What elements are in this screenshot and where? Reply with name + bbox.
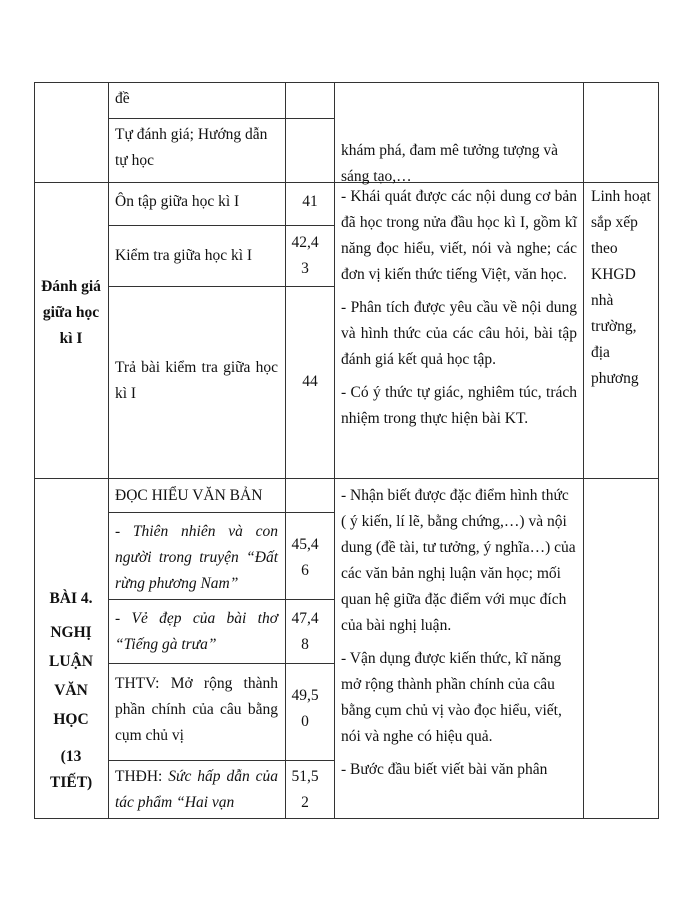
goal-paragraph: - Vận dụng được kiến thức, kĩ năng mở rộng thành phần chính của câu bằng cụm chủ vị vào đọc hiểu, viết, nói và nghe có hiệu quả. [341, 650, 562, 745]
rule [108, 760, 334, 761]
periods-cell [288, 189, 332, 215]
note-cell [591, 184, 655, 392]
rule [108, 599, 334, 600]
rule-col [34, 82, 35, 819]
goal-cell [341, 184, 577, 439]
rule-col [658, 82, 659, 819]
rule-bottom [34, 818, 658, 819]
content-cell [115, 122, 280, 174]
goal-cell [341, 138, 577, 190]
section-header-text: ĐỌC HIỂU VĂN BẢN [115, 487, 263, 504]
cell-text: khám phá, đam mê tưởng tượng và sáng tạo,… [341, 142, 558, 185]
rule [108, 118, 334, 119]
cell-text: Tự đánh giá; Hướng dẫn tự học [115, 126, 268, 169]
cell-text: Kiểm tra giữa học kì I [115, 247, 253, 264]
rule [108, 286, 334, 287]
content-cell [115, 243, 280, 269]
goal-paragraph: - Phân tích được yêu cầu về nội dung và hình thức của các câu hỏi, bài tập đánh giá kết quả học tập. [341, 299, 577, 368]
cell-text: Trả bài kiểm tra giữa học kì I [115, 359, 278, 402]
periods-text: 51,52 [291, 768, 319, 811]
section-title-text: BÀI 4. [49, 590, 93, 607]
rule [34, 478, 658, 479]
periods-text: 45,46 [291, 536, 319, 579]
content-cell [115, 606, 278, 658]
rule-col [108, 82, 109, 819]
content-cell [115, 86, 280, 112]
periods-cell [289, 683, 321, 735]
cell-text: đề [115, 90, 130, 107]
rule [108, 663, 334, 664]
cell-text: Ôn tập giữa học kì I [115, 193, 240, 210]
goal-paragraph: - Bước đầu biết viết bài văn phân [341, 761, 548, 778]
cell-text: - Vẻ đẹp của bài thơ “Tiếng gà trưa” [115, 610, 278, 653]
content-cell [115, 189, 280, 215]
periods-cell [288, 369, 332, 395]
periods-text: 41 [302, 193, 318, 210]
periods-text: 47,48 [291, 610, 319, 653]
rule [108, 225, 334, 226]
goal-paragraph: - Có ý thức tự giác, nghiêm túc, trách nhiệm trong thực hiện bài KT. [341, 384, 577, 427]
periods-text: 49,50 [291, 687, 319, 730]
rule-col [285, 82, 286, 819]
section-title-text: Đánh giá giữa học kì I [41, 278, 101, 347]
section-header [115, 483, 280, 509]
periods-text: 42,43 [291, 234, 319, 277]
note-text: Linh hoạt sắp xếp theo KHGD nhà trường, địa phương [591, 188, 651, 387]
goal-cell [341, 483, 577, 790]
periods-cell [289, 532, 321, 584]
content-cell [115, 519, 278, 597]
section-title-text: NGHỊ LUẬN VĂN HỌC [49, 624, 93, 728]
section-title [36, 586, 106, 796]
cell-text: Sức hấp dẫn của tác phẩm “Hai vạn [115, 768, 278, 811]
section-title-text: (13 TIẾT) [50, 748, 93, 791]
content-cell [115, 355, 278, 407]
periods-cell [289, 606, 321, 658]
cell-text: THTV: Mở rộng thành phần chính của câu bằng cụm chủ vị [115, 675, 278, 744]
rule [108, 512, 334, 513]
goal-paragraph: - Khái quát được các nội dung cơ bản đã học trong nửa đầu học kì I, gồm kĩ năng đọc hiểu, viết, nói và nghe; các đơn vị kiến thức tiếng Việt, văn học. [341, 188, 577, 283]
cell-text: - Thiên nhiên và con người trong truyện “Đất rừng phương Nam” [115, 523, 278, 592]
rule-top [34, 82, 658, 83]
rule-col [583, 82, 584, 819]
periods-cell [289, 764, 321, 816]
goal-paragraph: - Nhận biết được đặc điểm hình thức ( ý kiến, lí lẽ, bằng chứng,…) và nội dung (đề tài, tư tưởng, ý nghĩa…) của các văn bản nghị luận văn học; mối quan hệ giữa đặc điểm với mục đích của bài nghị luận. [341, 487, 576, 634]
periods-text: 44 [302, 373, 318, 390]
content-cell [115, 764, 278, 816]
periods-cell [289, 230, 321, 282]
content-cell [115, 671, 278, 749]
cell-prefix: THĐH: [115, 768, 163, 785]
section-title [38, 274, 104, 352]
rule-col [334, 82, 335, 819]
